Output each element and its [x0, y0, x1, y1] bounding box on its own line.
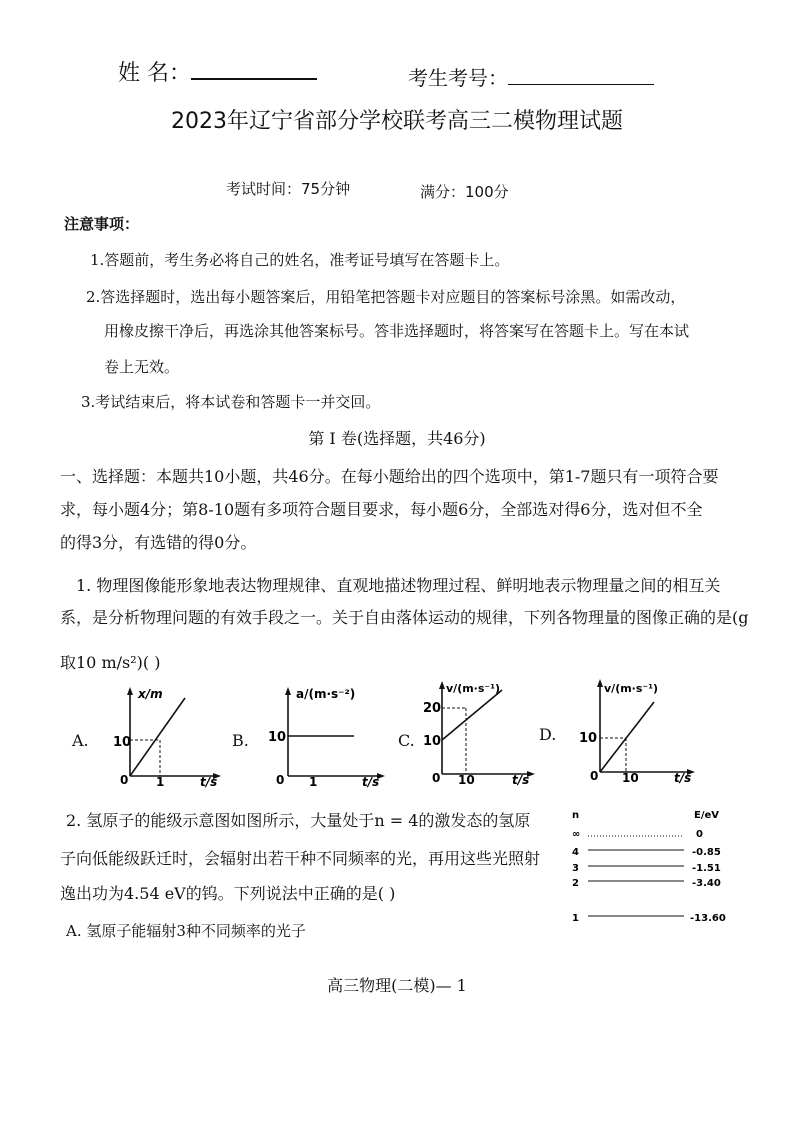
x-axis-label: t/s — [674, 771, 692, 785]
notes-heading: 注意事项： — [64, 215, 140, 233]
level-1-e: -13.60 — [690, 913, 726, 924]
name-blank — [191, 78, 317, 80]
x-axis-label: t/s — [362, 775, 380, 788]
q1-line3: 取10 m/s²)( ) — [60, 653, 161, 672]
q1-line2: 系，是分析物理问题的有效手段之一。关于自由落体运动的规律，下列各物理量的图像正确的是(g — [60, 608, 749, 627]
exam-id-label: 考生考号： — [408, 66, 508, 90]
energy-level-diagram — [566, 806, 746, 934]
x-tick: 10 — [622, 771, 639, 785]
x-tick: 1 — [156, 775, 165, 788]
exam-id-blank — [508, 84, 654, 85]
note-item-3: 3.考试结束后，将本试卷和答题卡一并交回。 — [81, 393, 381, 411]
y-tick: 10 — [113, 735, 132, 750]
y-axis-label: v/(m·s⁻¹) — [446, 682, 501, 695]
q1-option-a-label: A. — [72, 731, 89, 750]
full-score: 满分：100分 — [420, 183, 509, 201]
y-tick: 10 — [423, 734, 442, 749]
q1-option-c-label: C. — [398, 731, 415, 750]
level-2-n: 2 — [572, 878, 579, 889]
level-3-e: -1.51 — [692, 863, 721, 874]
y-tick-2: 20 — [423, 701, 442, 716]
level-4-n: 4 — [572, 847, 579, 858]
q1-graph-a — [108, 684, 228, 792]
y-arrow — [597, 679, 603, 687]
q1-graph-c — [418, 678, 538, 790]
y-axis-label: x/m — [138, 687, 163, 701]
q1-graph-d — [574, 676, 700, 790]
level-4-e: -0.85 — [692, 847, 721, 858]
x-tick: 10 — [458, 773, 475, 786]
y-arrow — [285, 687, 291, 695]
note-item-1: 1.答题前，考生务必将自己的姓名，准考证号填写在答题卡上。 — [90, 251, 510, 269]
note-item-2-line1: 2.答选择题时，选出每小题答案后，用铅笔把答题卡对应题目的答案标号涂黑。如需改动， — [86, 288, 686, 306]
q1-option-d-label: D. — [539, 725, 557, 744]
exam-time: 考试时间：75分钟 — [226, 180, 351, 198]
q1-graph-b — [262, 684, 390, 792]
graph-line — [600, 702, 654, 772]
origin-label: 0 — [590, 769, 599, 783]
q1-option-b-label: B. — [232, 731, 249, 750]
energy-axis-label: E/eV — [694, 810, 720, 821]
x-tick: 1 — [309, 775, 318, 788]
note-item-2-line2: 用橡皮擦干净后，再选涂其他答案标号。答非选择题时，将答案写在答题卡上。写在本试 — [104, 322, 690, 340]
origin-label: 0 — [120, 773, 129, 787]
name-field — [118, 56, 317, 87]
page-footer: 高三物理(二模)— 1 — [327, 976, 467, 995]
instructions-line1: 一、选择题：本题共10小题，共46分。在每小题给出的四个选项中，第1-7题只有一项符合要 — [60, 467, 719, 486]
q2-line1: 2. 氢原子的能级示意图如图所示，大量处于n = 4的激发态的氢原 — [66, 811, 531, 830]
x-axis-label: t/s — [200, 775, 218, 788]
instructions-line3: 的得3分，有选错的得0分。 — [60, 533, 257, 552]
level-3-n: 3 — [572, 863, 579, 874]
q2-line2: 子向低能级跃迁时，会辐射出若干种不同频率的光，再用这些光照射 — [60, 849, 541, 868]
y-arrow — [127, 687, 133, 695]
q2-option-a: A. 氢原子能辐射3种不同频率的光子 — [66, 922, 306, 940]
q2-line3: 逸出功为4.54 eV的钨。下列说法中正确的是( ) — [60, 884, 396, 903]
instructions-line2: 求，每小题4分；第8-10题有多项符合题目要求，每小题6分，全部选对得6分，选对但不全 — [60, 500, 703, 519]
y-tick: 10 — [579, 731, 598, 746]
x-axis-label: t/s — [512, 773, 530, 786]
name-label: 姓 名： — [118, 61, 191, 86]
y-axis-label: v/(m·s⁻¹) — [604, 682, 659, 695]
origin-label: 0 — [276, 773, 285, 787]
n-axis-label: n — [572, 810, 580, 821]
graph-line — [130, 698, 185, 776]
section-title: 第 I 卷(选择题，共46分) — [308, 429, 486, 448]
y-axis-label: a/(m·s⁻²) — [296, 687, 356, 701]
level-inf-e: 0 — [696, 829, 703, 840]
level-2-e: -3.40 — [692, 878, 721, 889]
y-arrow — [439, 681, 445, 689]
level-1-n: 1 — [572, 913, 579, 924]
q1-line1: 1. 物理图像能形象地表达物理规律、直观地描述物理过程、鲜明地表示物理量之间的相互关 — [76, 576, 721, 595]
level-inf-n: ∞ — [572, 829, 581, 840]
y-tick: 10 — [268, 730, 287, 745]
graph-line — [442, 690, 502, 740]
note-item-2-line3: 卷上无效。 — [104, 358, 180, 376]
exam-id-field — [408, 62, 654, 91]
page-title: 2023年辽宁省部分学校联考高三二模物理试题 — [171, 109, 623, 134]
origin-label: 0 — [432, 771, 441, 785]
